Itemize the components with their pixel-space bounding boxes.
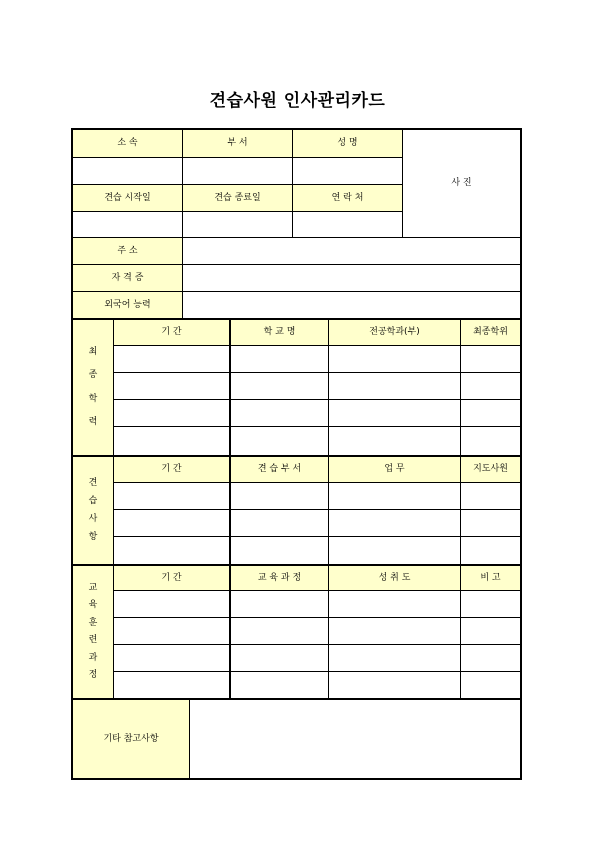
education-cell[interactable] (460, 399, 520, 426)
training-cell[interactable] (229, 644, 328, 671)
internship-cell[interactable] (113, 536, 229, 564)
training-cell[interactable] (229, 590, 328, 617)
affiliation-label: 소 속 (73, 130, 182, 157)
training-cell[interactable] (460, 590, 520, 617)
education-cell[interactable] (460, 345, 520, 372)
start-date-label: 견습 시작일 (73, 184, 182, 211)
training-cell[interactable] (460, 671, 520, 698)
remarks-field[interactable] (189, 698, 520, 778)
internship-cell[interactable] (460, 509, 520, 536)
internship-section-label: 견 습 사 항 (73, 455, 113, 564)
language-label: 외국어 능력 (73, 291, 182, 318)
education-col-period: 기 간 (113, 318, 229, 345)
training-col-period: 기 간 (113, 564, 229, 590)
start-date-field[interactable] (73, 211, 182, 237)
training-cell[interactable] (113, 590, 229, 617)
department-field[interactable] (182, 157, 292, 184)
training-cell[interactable] (229, 671, 328, 698)
photo-box: 사 진 (402, 130, 520, 237)
internship-cell[interactable] (460, 536, 520, 564)
training-col-achievement: 성 취 도 (328, 564, 460, 590)
internship-col-dept: 견 습 부 서 (229, 455, 328, 482)
education-cell[interactable] (113, 345, 229, 372)
end-date-field[interactable] (182, 211, 292, 237)
address-label: 주 소 (73, 237, 182, 264)
training-cell[interactable] (328, 644, 460, 671)
internship-col-task: 업 무 (328, 455, 460, 482)
education-col-degree: 최종학위 (460, 318, 520, 345)
training-cell[interactable] (113, 644, 229, 671)
affiliation-field[interactable] (73, 157, 182, 184)
training-cell[interactable] (113, 671, 229, 698)
address-field[interactable] (182, 237, 520, 264)
education-cell[interactable] (328, 345, 460, 372)
internship-cell[interactable] (328, 536, 460, 564)
page-title: 견습사원 인사관리카드 (209, 91, 386, 111)
internship-cell[interactable] (460, 482, 520, 509)
internship-cell[interactable] (113, 482, 229, 509)
internship-cell[interactable] (328, 509, 460, 536)
name-label: 성 명 (292, 130, 402, 157)
internship-cell[interactable] (229, 482, 328, 509)
internship-col-period: 기 간 (113, 455, 229, 482)
personnel-card-form (71, 128, 522, 780)
language-field[interactable] (182, 291, 520, 318)
internship-cell[interactable] (113, 509, 229, 536)
education-cell[interactable] (113, 399, 229, 426)
education-cell[interactable] (229, 372, 328, 399)
education-cell[interactable] (229, 345, 328, 372)
training-cell[interactable] (328, 617, 460, 644)
education-cell[interactable] (229, 399, 328, 426)
education-cell[interactable] (460, 372, 520, 399)
training-cell[interactable] (328, 590, 460, 617)
department-label: 부 서 (182, 130, 292, 157)
training-col-course: 교 육 과 정 (229, 564, 328, 590)
education-col-major: 전공학과(부) (328, 318, 460, 345)
education-section-label: 최 종 학 력 (73, 318, 113, 455)
education-cell[interactable] (113, 426, 229, 455)
training-cell[interactable] (460, 644, 520, 671)
internship-col-mentor: 지도사원 (460, 455, 520, 482)
education-cell[interactable] (328, 372, 460, 399)
education-col-school: 학 교 명 (229, 318, 328, 345)
contact-field[interactable] (292, 211, 402, 237)
training-col-note: 비 고 (460, 564, 520, 590)
education-cell[interactable] (229, 426, 328, 455)
end-date-label: 견습 종료일 (182, 184, 292, 211)
training-cell[interactable] (460, 617, 520, 644)
remarks-label: 기타 참고사항 (73, 698, 189, 778)
education-cell[interactable] (113, 372, 229, 399)
training-cell[interactable] (113, 617, 229, 644)
training-cell[interactable] (328, 671, 460, 698)
education-cell[interactable] (460, 426, 520, 455)
training-section-label: 교 육 훈 련 과 정 (73, 564, 113, 698)
internship-cell[interactable] (328, 482, 460, 509)
internship-cell[interactable] (229, 509, 328, 536)
license-label: 자 격 증 (73, 264, 182, 291)
internship-cell[interactable] (229, 536, 328, 564)
license-field[interactable] (182, 264, 520, 291)
education-cell[interactable] (328, 426, 460, 455)
training-cell[interactable] (229, 617, 328, 644)
contact-label: 연 락 처 (292, 184, 402, 211)
name-field[interactable] (292, 157, 402, 184)
education-cell[interactable] (328, 399, 460, 426)
